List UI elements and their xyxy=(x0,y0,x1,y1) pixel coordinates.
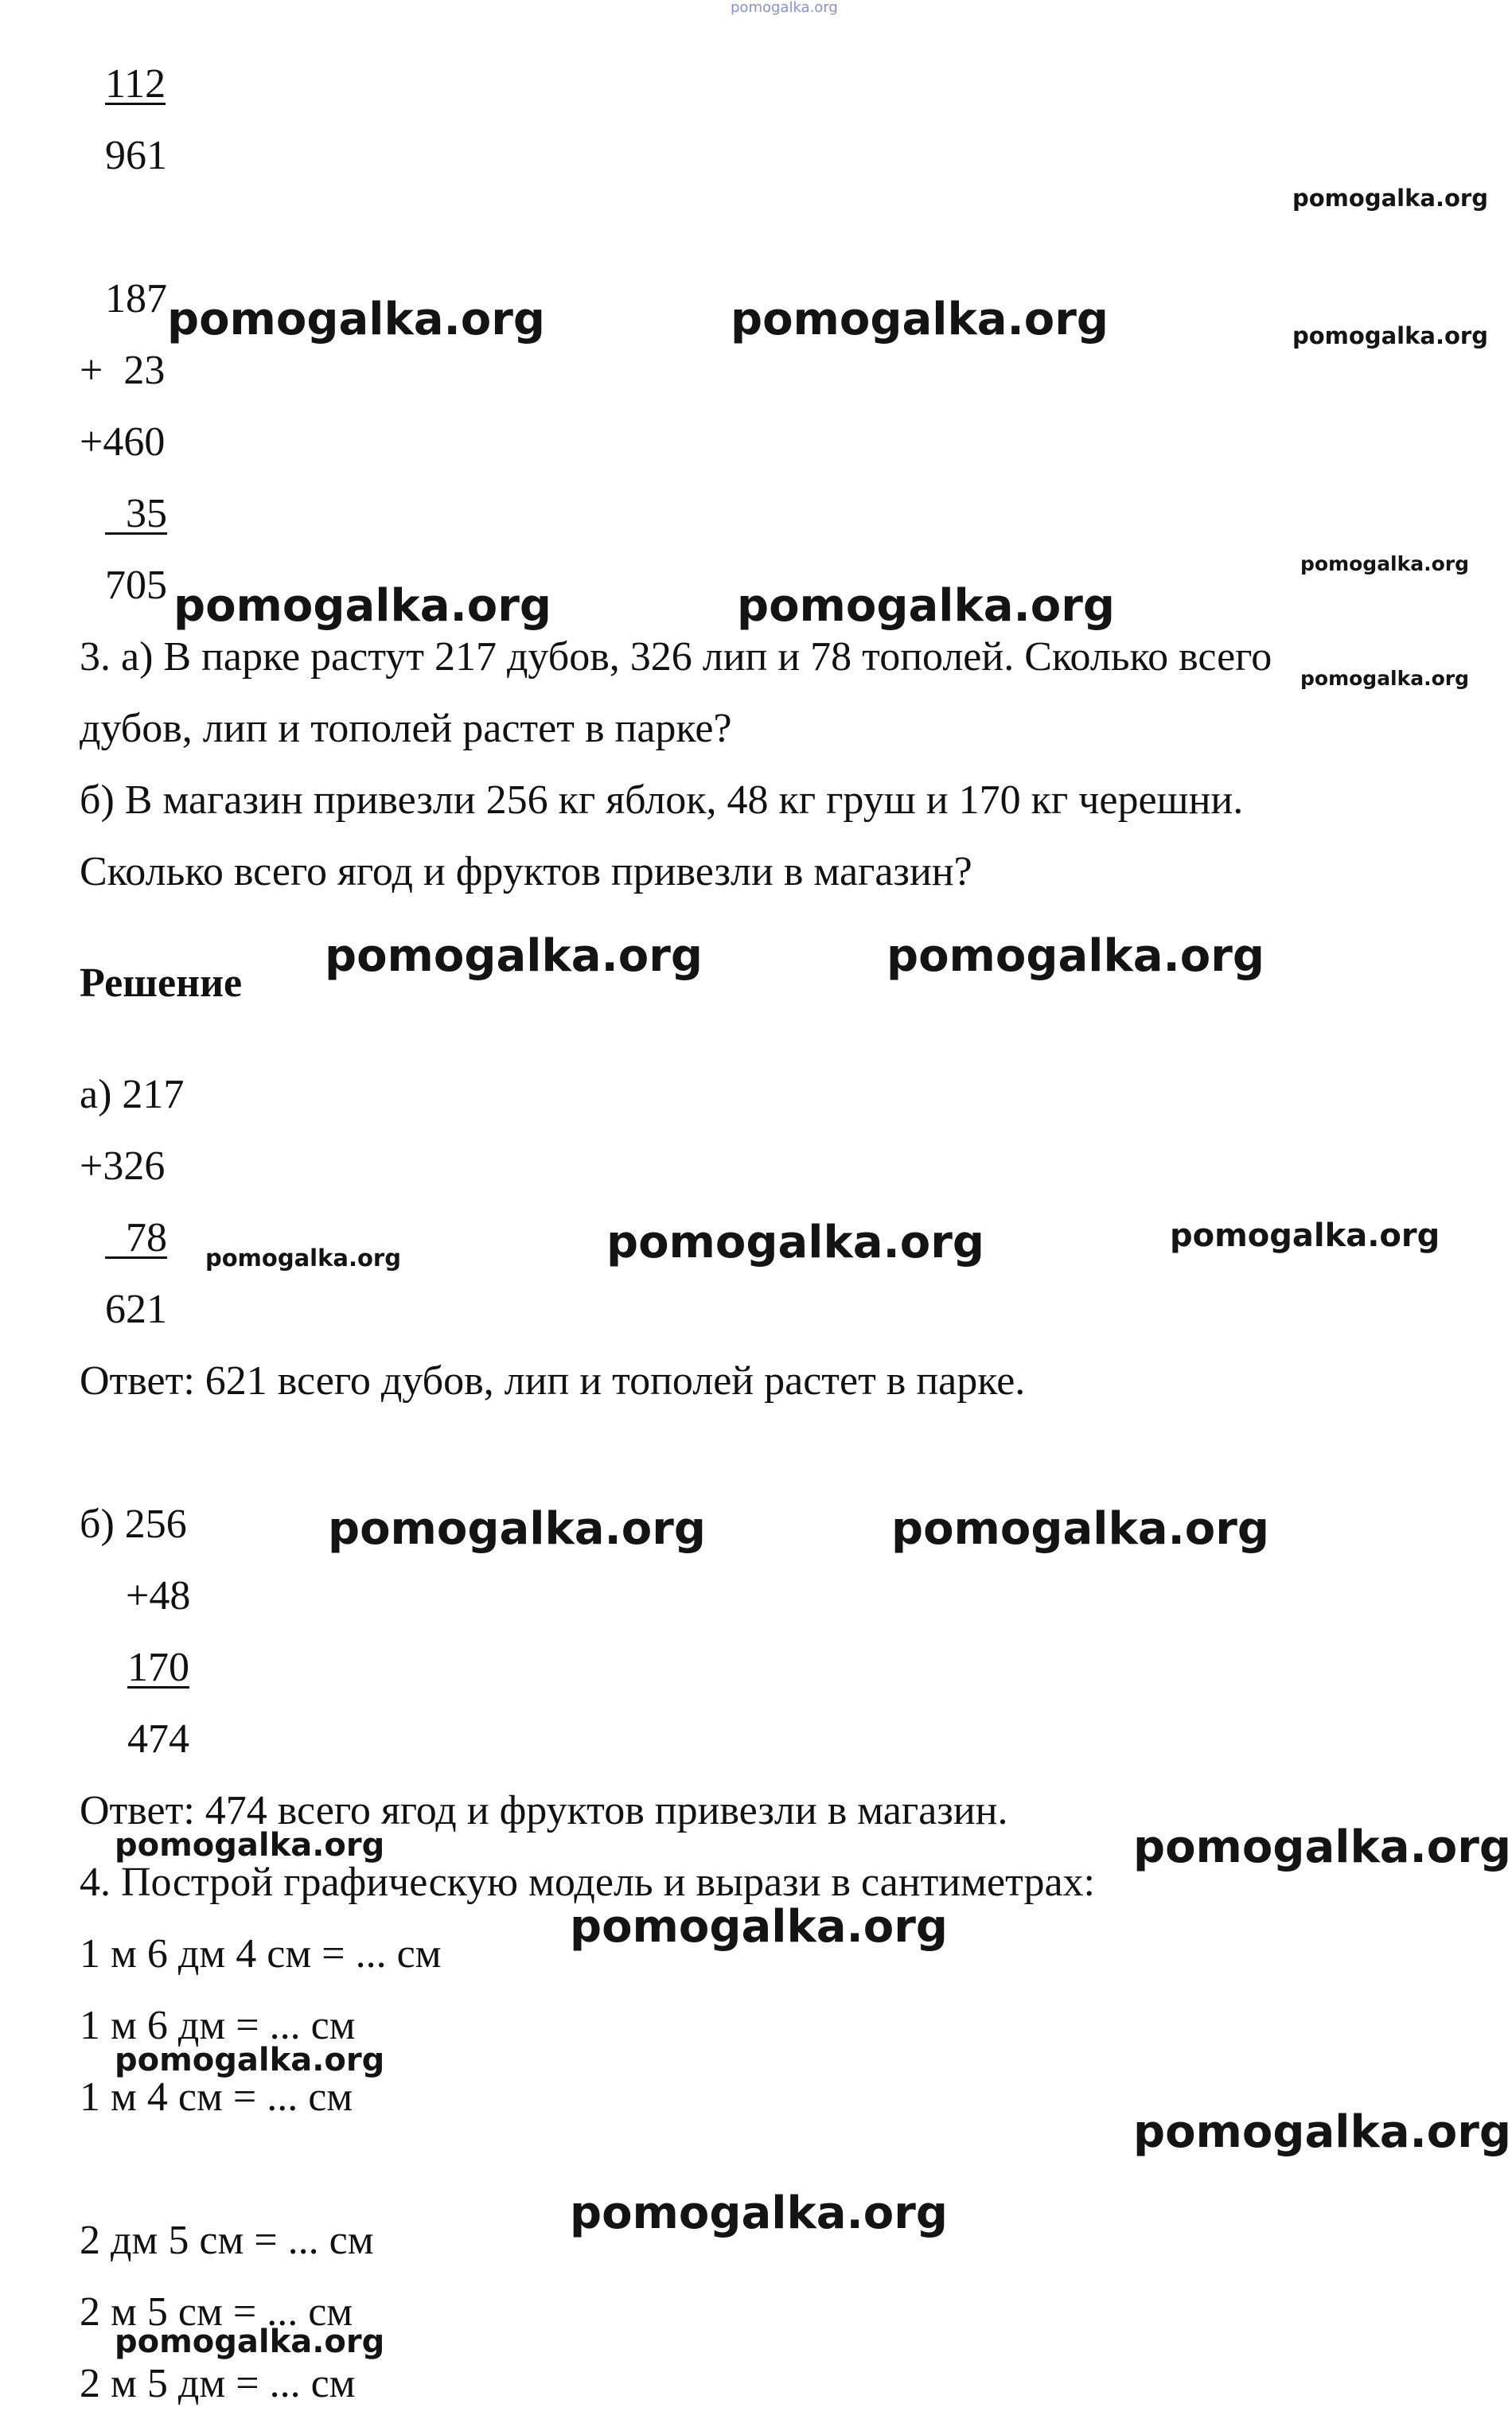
watermark: pomogalka.org xyxy=(570,2187,948,2239)
watermark: pomogalka.org xyxy=(328,1503,706,1555)
task3-line-1: 3. а) В парке растут 217 дубов, 326 лип и 78 тополей. Сколько всего xyxy=(80,634,1272,680)
solution-a-result: 621 xyxy=(105,1287,167,1332)
solution-a-answer: Ответ: 621 всего дубов, лип и тополей растет в парке. xyxy=(80,1358,1026,1404)
solution-heading: Решение xyxy=(80,960,243,1006)
task4-item-5: 2 м 5 см = ... см xyxy=(80,2289,353,2335)
solution-b-result: 474 xyxy=(127,1716,189,1762)
solution-b-operand-3: 170 xyxy=(127,1645,189,1690)
task4-item-2: 1 м 6 дм = ... см xyxy=(80,2003,356,2048)
task3-line-4: Сколько всего ягод и фруктов привезли в магазин? xyxy=(80,849,972,894)
watermark: pomogalka.org xyxy=(173,580,551,632)
calc2-result: 705 xyxy=(105,563,167,608)
solution-a-operand-1: а) 217 xyxy=(80,1072,185,1117)
calc2-operand-4 xyxy=(105,490,167,538)
calc1-result: 961 xyxy=(105,133,167,178)
solution-a-operand-2: +326 xyxy=(80,1143,166,1189)
task4-item-6: 2 м 5 дм = ... см xyxy=(80,2361,356,2406)
watermark: pomogalka.org xyxy=(570,1901,948,1953)
watermark: pomogalka.org xyxy=(1300,667,1470,690)
task4-item-4: 2 дм 5 см = ... см xyxy=(80,2218,374,2263)
calc1-operand: 112 xyxy=(105,61,166,107)
watermark: pomogalka.org xyxy=(1292,185,1488,212)
watermark: pomogalka.org xyxy=(1300,552,1470,575)
watermark: pomogalka.org xyxy=(115,2042,385,2078)
watermark: pomogalka.org xyxy=(1292,322,1488,349)
task3-line-3: б) В магазин привезли 256 кг яблок, 48 кг груш и 170 кг черешни. xyxy=(80,777,1244,823)
solution-b-answer: Ответ: 474 всего ягод и фруктов привезли в магазин. xyxy=(80,1788,1008,1833)
solution-a-operand-3-value: 78 xyxy=(126,1215,167,1260)
calc2-operand-1: 187 xyxy=(105,276,167,321)
task4-item-3: 1 м 4 см = ... см xyxy=(80,2074,353,2120)
solution-b-operand-2: +48 xyxy=(126,1573,191,1619)
watermark: pomogalka.org xyxy=(1133,1821,1511,1873)
watermark: pomogalka.org xyxy=(1133,2106,1511,2158)
task3-line-2: дубов, лип и тополей растет в парке? xyxy=(80,706,732,751)
watermark: pomogalka.org xyxy=(891,1503,1269,1555)
watermark: pomogalka.org xyxy=(737,580,1115,632)
watermark: pomogalka.org xyxy=(325,930,703,982)
watermark: pomogalka.org xyxy=(606,1217,984,1268)
calc2-operand-4-value: 35 xyxy=(126,491,167,536)
solution-a-operand-3 xyxy=(105,1214,167,1262)
watermark: pomogalka.org xyxy=(115,2324,385,2360)
watermark: pomogalka.org xyxy=(731,294,1109,345)
watermark: pomogalka.org xyxy=(167,294,545,345)
task4-title: 4. Построй графическую модель и вырази в сантиметрах: xyxy=(80,1860,1096,1905)
calc2-operand-2: + 23 xyxy=(80,348,166,393)
calc2-operand-3: +460 xyxy=(80,419,166,465)
watermark: pomogalka.org xyxy=(115,1827,385,1864)
solution-b-operand-1: б) 256 xyxy=(80,1502,187,1547)
watermark-top: pomogalka.org xyxy=(731,0,838,16)
watermark: pomogalka.org xyxy=(205,1245,401,1272)
watermark: pomogalka.org xyxy=(1170,1217,1440,1254)
task4-item-1: 1 м 6 дм 4 см = ... см xyxy=(80,1931,442,1977)
watermark: pomogalka.org xyxy=(887,930,1265,982)
